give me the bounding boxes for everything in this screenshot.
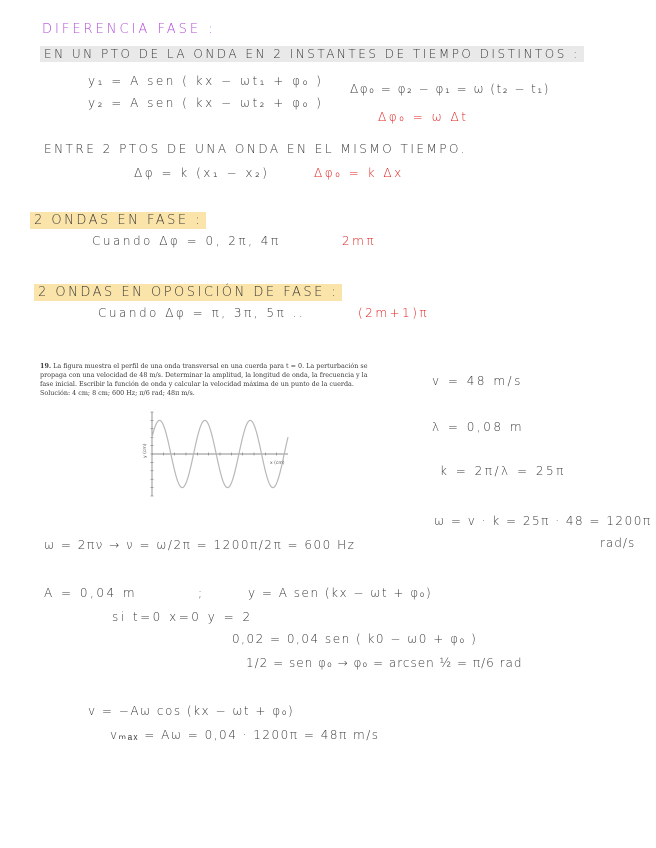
- problem-text: La figura muestra el perfil de una onda transversal en una cuerda para t = 0. La perturbación se propaga con una velocidad de 48 m/s. Determinar la amplitud, la longitud de onda, la frecuencia y la fase inicial. Escribir la función de onda y calcular la velocidad máxima de un punto de la cuerda. Solución: 4 cm; 8 cm; 600 Hz; π/6 rad; 48π m/s.: [40, 362, 368, 397]
- heading-two-points: ENTRE 2 PTOS DE UNA ONDA EN EL MISMO TIEMPO.: [44, 142, 467, 156]
- equation-y1: y₁ = A sen ( kx − ωt₁ + φ₀ ): [88, 74, 324, 88]
- y-axis-label: y (cm): [143, 443, 148, 458]
- initial-phase: 1/2 = sen φ₀ → φ₀ = arcsen ½ = π/6 rad: [246, 656, 523, 670]
- x-axis-label: x (cm): [270, 461, 285, 466]
- wave-profile-chart: [140, 408, 300, 500]
- frequency-calc: ω = 2πν → ν = ω/2π = 1200π/2π = 600 Hz: [44, 538, 356, 552]
- wavelength: λ = 0,08 m: [432, 420, 525, 434]
- condition-opposition: Cuando Δφ = π, 3π, 5π ..: [98, 306, 306, 320]
- heading-in-phase: 2 ONDAS EN FASE :: [30, 212, 206, 229]
- heading-opposition: 2 ONDAS EN OPOSICIÓN DE FASE :: [34, 284, 342, 301]
- result-opposition: (2m+1)π: [358, 306, 430, 320]
- result-phase-time: Δφ₀ = ω Δt: [378, 110, 469, 124]
- substitution: 0,02 = 0,04 sen ( k0 − ω0 + φ₀ ): [232, 632, 478, 646]
- equation-phase-space: Δφ = k (x₁ − x₂): [134, 166, 270, 180]
- angular-frequency-unit: rad/s: [600, 536, 636, 550]
- result-in-phase: 2mπ: [342, 234, 377, 248]
- wave-function: y = A sen (kx − ωt + φ₀): [248, 586, 433, 600]
- separator: ;: [198, 586, 205, 600]
- initial-condition: si t=0 x=0 y = 2: [112, 610, 253, 624]
- given-velocity: v = 48 m/s: [432, 374, 523, 388]
- problem-number: 19.: [40, 362, 52, 370]
- velocity-function: v = −Aω cos (kx − ωt + φ₀): [88, 704, 295, 718]
- wave-number: k = 2π/λ = 25π: [440, 464, 566, 478]
- problem-statement: [40, 362, 375, 398]
- page-title: DIFERENCIA FASE :: [42, 22, 216, 37]
- amplitude: A = 0,04 m: [44, 586, 138, 600]
- heading-two-instants: EN UN PTO DE LA ONDA EN 2 INSTANTES DE TIEMPO DISTINTOS :: [40, 46, 584, 62]
- phase-difference-time: Δφ₀ = φ₂ − φ₁ = ω (t₂ − t₁): [350, 82, 550, 96]
- result-phase-space: Δφ₀ = k Δx: [314, 166, 404, 180]
- condition-in-phase: Cuando Δφ = 0, 2π, 4π: [92, 234, 281, 248]
- angular-frequency: ω = v · k = 25π · 48 = 1200π: [434, 514, 652, 528]
- equation-y2: y₂ = A sen ( kx − ωt₂ + φ₀ ): [88, 96, 324, 110]
- max-velocity: vₘₐₓ = Aω = 0,04 · 1200π = 48π m/s: [110, 728, 380, 742]
